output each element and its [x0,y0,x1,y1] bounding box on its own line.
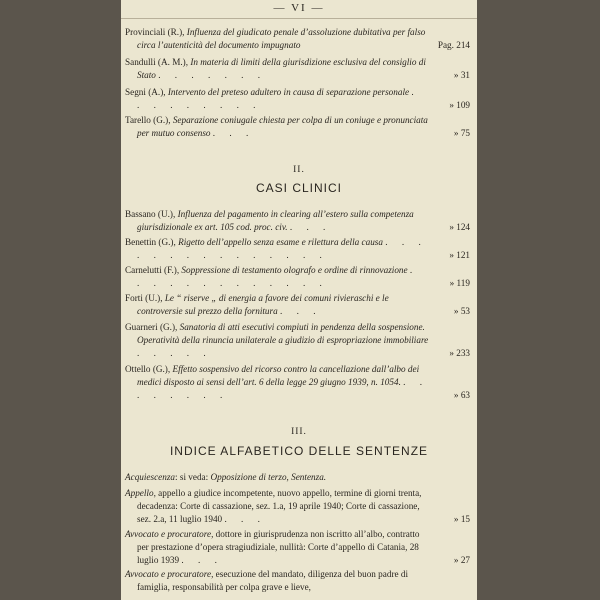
entry-text: esecuzione del mandato, diligenza del buon padre di famiglia, responsabilità per colpa grave e lieve, [137,569,409,592]
entry-page: 27 [460,555,470,565]
entry-title: In materia di limiti della giurisdizione esclusiva del consiglio di Stato [137,57,426,80]
entry-page: 53 [460,306,470,316]
entry-title: Influenza del pagamento in clearing all’estero sulla competenza giurisdizionale ex art. 105 cod. proc. civ. [137,209,414,232]
index-entry [125,568,470,594]
index-entry [125,471,470,484]
leader-dots: . . . [212,128,255,138]
section-number: II. [293,165,305,175]
entry-author: Ottello (G.), [125,364,171,374]
entry-head: Avvocato e procuratore, [125,569,214,579]
entry-page: 121 [456,250,470,260]
right-background [477,0,600,600]
entry-author: Carnelutti (F.), [125,265,180,275]
entry-page-prefix: » [453,128,459,138]
entry-title: Separazione coniugale chiesta per colpa di un coniuge e pronunciata per mutuo consenso [137,115,428,138]
index-entry [125,528,470,567]
entry-title: Sanatoria di atti esecutivi compiuti in pendenza della sospensione. Operatività della rinuncia unilaterale a giudizio di espropriazione immobiliare [137,322,429,345]
entry-page-prefix: » [449,222,454,232]
leader-dots: . . . . . . . . . [137,87,420,110]
entry-text: dottore in giurisprudenza non iscritto all’albo, contratto per prestazione d’opera stragiudiziale, nullità: Corte d’appello di Catania, 28 luglio 1939 [137,529,420,565]
entry-author: Sandulli (A. M.), [125,57,189,67]
leader-dots: . . . . . [137,348,212,358]
entry-title: Influenza del giudicato penale d’assoluzione dubitativa per falso circa l’autenticità del documento impugnato [137,27,426,50]
entry-title: Effetto sospensivo del ricorso contro la cancellazione dall’albo dei medici disposto ai sensi dell’art. 6 della legge 29 giugno 1939, n. 1054. [137,364,420,387]
leader-dots: . . . . . . . . [137,377,429,400]
index-entry [125,363,470,402]
leader-dots: . . . [280,306,322,316]
entry-head: Acquiescenza [125,472,176,482]
entry-page: 119 [456,278,470,288]
index-entry [125,487,470,526]
entry-title: Rigetto dell’appello senza esame e rilettura della causa [178,237,383,247]
leader-dots: . . . . . . . . . . . . . [137,265,419,288]
entry-author: Segni (A.), [125,87,166,97]
entry-page-prefix: » [449,278,455,288]
book-page [121,0,477,600]
index-entry [125,26,470,52]
entry-page-prefix: » [449,348,454,358]
entry-page-prefix: » [453,514,459,524]
entry-page: 75 [460,128,470,138]
entry-page-prefix: » [449,250,454,260]
index-entry [125,292,470,318]
entry-page-prefix: » [453,555,459,565]
index-entry [125,208,470,234]
entry-text: appello a giudice incompetente, nuovo appello, termine di giorni trenta, decadenza: Corte di cassazione, sez. 1.a, 19 aprile 1940; Corte di cassazione, sez. 2.a, 11 luglio 1940 [137,488,422,524]
entry-author: Guarneri (G.), [125,322,178,332]
entry-page-prefix: » [453,390,459,400]
entry-page-prefix: » [453,306,459,316]
index-entry [125,236,470,262]
entry-page-prefix: » [453,70,459,80]
section-title: INDICE ALFABETICO DELLE SENTENZE [169,444,429,458]
leader-dots: . . . [289,222,332,232]
leader-dots: . . . . . . . . . . . . . . . [137,237,427,260]
entry-page: 31 [460,70,470,80]
entry-tail: Opposizione di terzo, Sentenza. [210,472,327,482]
entry-head: Avvocato e procuratore, [125,529,214,539]
entry-page: 214 [456,40,470,50]
entry-page-prefix: » [449,100,454,110]
entry-title: Le “ riserve „ di energia a favore dei comuni rivieraschi e le controversie sul prezzo della fornitura [137,293,389,316]
entry-title: Intervento del preteso adultero in causa di separazione personale [167,87,410,97]
index-entry [125,114,470,140]
leader-dots: . . . [181,555,223,565]
index-entry [125,321,470,360]
section-number: III. [291,427,307,437]
entry-page-prefix: Pag. [437,40,454,50]
header-rule [121,18,477,19]
index-entry [125,56,470,82]
entry-author: Bassano (U.), [125,209,176,219]
leader-dots: . . . [224,514,266,524]
entry-head: Appello, [125,488,156,498]
page-number: — VI — [273,2,325,14]
entry-author: Forti (U.), [125,293,163,303]
entry-author: Provinciali (R.), [125,27,185,37]
entry-page: 63 [460,390,470,400]
leader-dots: . . . . . . . [158,70,267,80]
left-background [0,0,121,600]
entry-title: Soppressione di testamento olografo e ordine di rinnovazione [181,265,408,275]
entry-page: 109 [456,100,470,110]
entry-page: 15 [460,514,470,524]
entry-author: Benettin (G.), [125,237,176,247]
entry-text: : si veda: [175,472,211,482]
entry-page: 124 [456,222,470,232]
index-entry [125,264,470,290]
index-entry [125,86,470,112]
entry-author: Tarello (G.), [125,115,171,125]
section-title: CASI CLINICI [255,181,342,195]
entry-page: 233 [456,348,470,358]
